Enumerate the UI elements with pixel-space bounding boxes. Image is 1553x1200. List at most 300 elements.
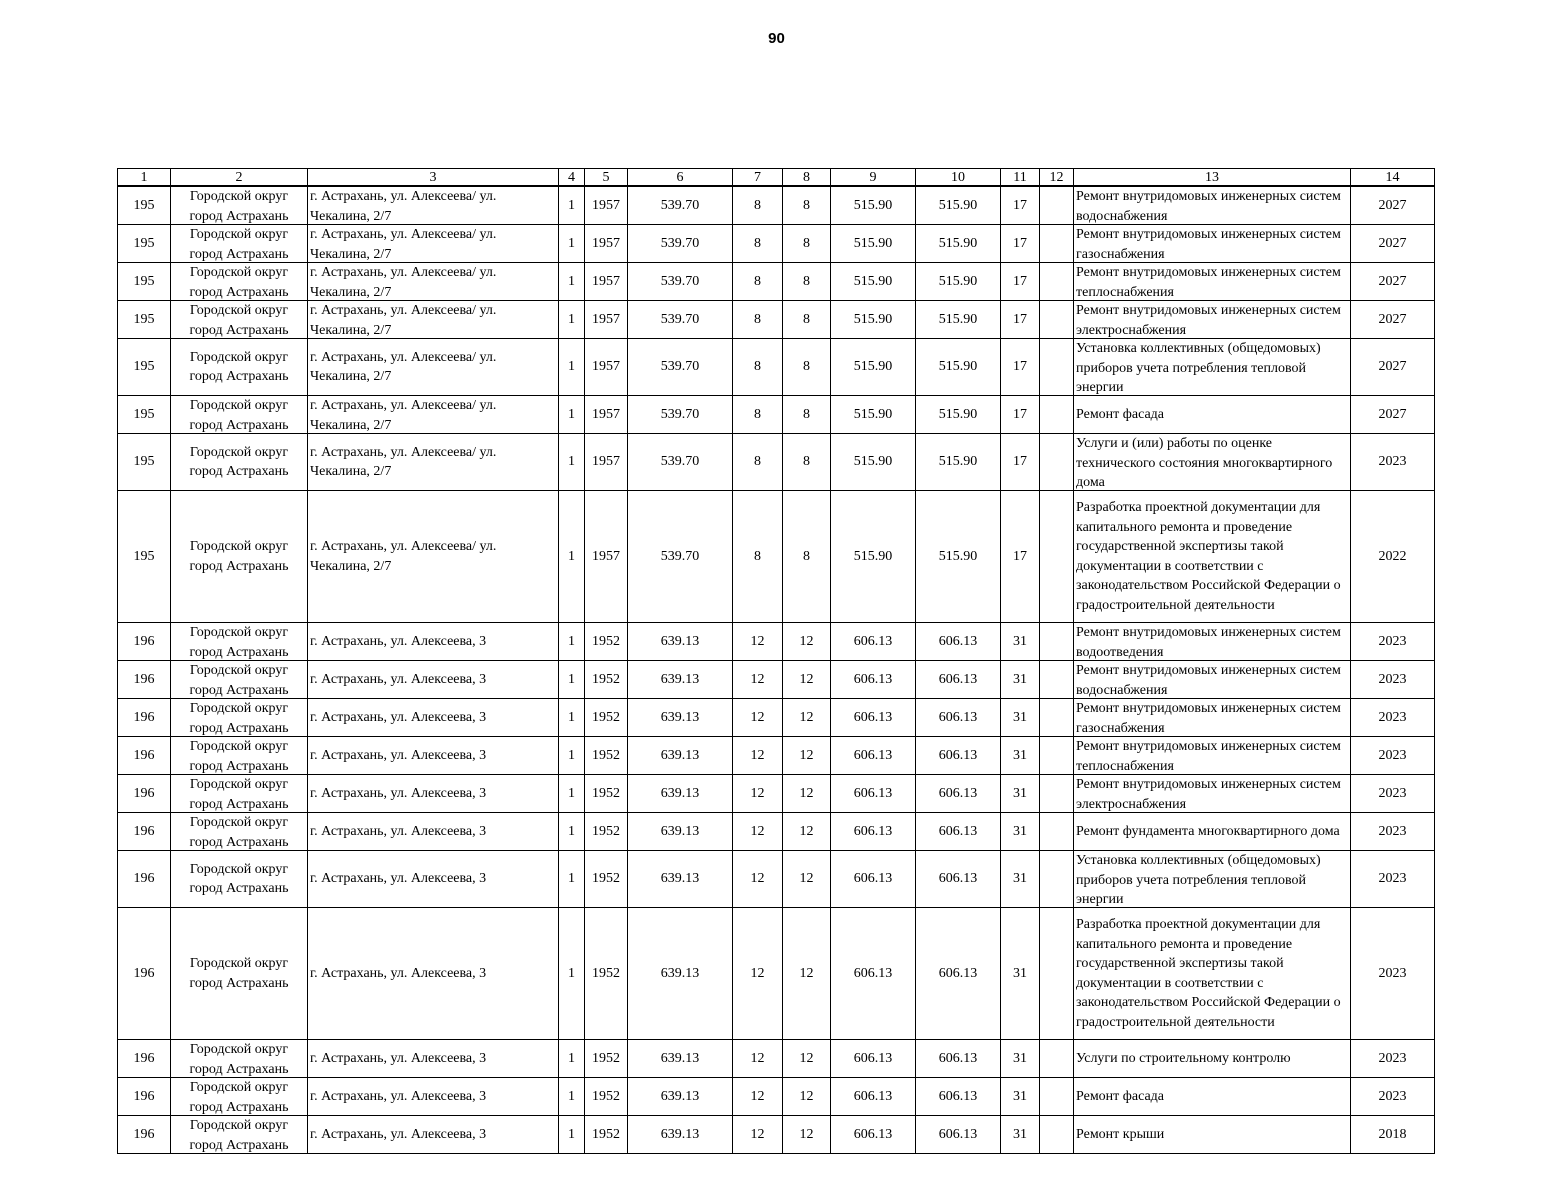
cell-col-4 [559,813,585,851]
cell-total-area-text: 639.13 [660,633,700,649]
cell-col-12 [1040,1116,1074,1154]
column-header: 13 [1074,169,1351,187]
table-row [118,661,1435,699]
cell-year-text: 1952 [592,823,620,839]
cell-address [308,186,559,225]
cell-col-7-text: 8 [754,548,761,564]
cell-area-a-text: 515.90 [853,454,893,470]
cell-municipality-text: Городской округ город Астрахань [189,956,289,991]
cell-municipality-text: Городской округ город Астрахань [189,303,289,338]
cell-planned-year [1351,737,1435,775]
table-body [118,186,1435,1154]
cell-area-a-text: 606.13 [853,709,893,725]
cell-year-text: 1952 [592,1126,620,1142]
table-row [118,813,1435,851]
cell-col-11 [1001,737,1040,775]
cell-col-12 [1040,1040,1074,1078]
cell-address-text: г. Астрахань, ул. Алексеева/ ул. Чекалина, 2/7 [310,444,497,479]
cell-col-8-text: 12 [799,1126,814,1142]
table-row [118,491,1435,623]
cell-col-12 [1040,1078,1074,1116]
cell-planned-year-text: 2023 [1378,633,1407,649]
cell-address [308,1078,559,1116]
cell-municipality [171,699,308,737]
cell-year [585,434,628,491]
cell-col-7-text: 8 [754,197,761,213]
cell-municipality [171,851,308,908]
cell-area-b [916,396,1001,434]
cell-area-a [831,908,916,1040]
cell-work-type-text: Ремонт внутридомовых инженерных систем газоснабжения [1076,227,1341,262]
cell-col-11-text: 31 [1013,823,1027,839]
cell-col-4-text: 1 [568,359,575,375]
cell-col-11 [1001,396,1040,434]
cell-col-11-text: 31 [1013,1126,1027,1142]
cell-col-4-text: 1 [568,197,575,213]
cell-planned-year-text: 2027 [1378,406,1407,422]
table-row [118,908,1435,1040]
cell-col-4 [559,699,585,737]
cell-area-b-text: 606.13 [938,871,978,887]
cell-total-area-text: 639.13 [660,671,700,687]
cell-total-area-text: 539.70 [660,197,700,213]
cell-col-7 [733,851,783,908]
cell-area-b-text: 606.13 [938,671,978,687]
cell-col-12 [1040,186,1074,225]
cell-col-4 [559,186,585,225]
cell-total-area-text: 539.70 [660,548,700,564]
cell-col-7 [733,396,783,434]
cell-work-type-text: Ремонт внутридомовых инженерных систем газоснабжения [1076,701,1341,736]
cell-year-text: 1952 [592,747,620,763]
cell-col-4-text: 1 [568,1088,575,1104]
cell-area-a-text: 515.90 [853,235,893,251]
cell-total-area-text: 539.70 [660,454,700,470]
cell-col-7-text: 12 [750,823,765,839]
cell-total-area-text: 639.13 [660,1088,700,1104]
cell-col-4-text: 1 [568,633,575,649]
cell-col-4-text: 1 [568,273,575,289]
cell-planned-year [1351,1040,1435,1078]
cell-work-type [1074,339,1351,396]
cell-municipality [171,396,308,434]
cell-col-4-text: 1 [568,671,575,687]
table-row [118,775,1435,813]
cell-area-b-text: 515.90 [938,406,978,422]
cell-area-a-text: 515.90 [853,311,893,327]
table-row [118,225,1435,263]
cell-year-text: 1957 [592,273,620,289]
cell-total-area-text: 539.70 [660,311,700,327]
cell-col-7-text: 8 [754,359,761,375]
cell-col-11-text: 17 [1013,311,1027,327]
cell-col-11 [1001,775,1040,813]
cell-col-7-text: 8 [754,406,761,422]
cell-municipality-text: Городской округ город Астрахань [189,227,289,262]
cell-area-b [916,263,1001,301]
cell-col-11-text: 17 [1013,454,1027,470]
cell-area-b [916,1078,1001,1116]
cell-col-7 [733,1116,783,1154]
cell-col-12 [1040,225,1074,263]
cell-row-number-text: 196 [133,785,155,801]
cell-col-8-text: 8 [803,406,810,422]
cell-row-number [118,775,171,813]
cell-col-7 [733,813,783,851]
cell-year [585,737,628,775]
cell-municipality-text: Городской округ город Астрахань [189,539,289,574]
cell-planned-year [1351,396,1435,434]
cell-municipality [171,263,308,301]
cell-address-text: г. Астрахань, ул. Алексеева, 3 [310,1050,487,1066]
cell-row-number [118,301,171,339]
cell-row-number [118,186,171,225]
cell-address-text: г. Астрахань, ул. Алексеева/ ул. Чекалина, 2/7 [310,539,497,574]
cell-municipality-text: Городской округ город Астрахань [189,663,289,698]
cell-address-text: г. Астрахань, ул. Алексеева, 3 [310,709,487,725]
cell-year [585,491,628,623]
cell-address [308,339,559,396]
column-header: 12 [1040,169,1074,187]
cell-municipality-text: Городской округ город Астрахань [189,861,289,896]
cell-address [308,225,559,263]
cell-col-7 [733,339,783,396]
cell-col-8 [783,699,831,737]
cell-work-type [1074,699,1351,737]
cell-work-type [1074,491,1351,623]
cell-area-b-text: 515.90 [938,235,978,251]
cell-col-8 [783,396,831,434]
cell-area-b-text: 515.90 [938,359,978,375]
cell-row-number-text: 195 [133,548,155,564]
cell-municipality [171,1040,308,1078]
cell-col-4-text: 1 [568,747,575,763]
cell-area-b [916,225,1001,263]
cell-total-area [628,908,733,1040]
cell-planned-year-text: 2027 [1378,273,1407,289]
cell-col-4 [559,434,585,491]
cell-row-number [118,1040,171,1078]
cell-col-7-text: 12 [750,709,765,725]
cell-area-b-text: 606.13 [938,965,978,981]
table-row [118,186,1435,225]
cell-work-type [1074,851,1351,908]
cell-col-4 [559,908,585,1040]
cell-row-number [118,623,171,661]
cell-municipality-text: Городской округ город Астрахань [189,777,289,812]
cell-col-7-text: 8 [754,273,761,289]
cell-municipality [171,301,308,339]
cell-total-area-text: 539.70 [660,406,700,422]
cell-work-type [1074,186,1351,225]
cell-col-4-text: 1 [568,406,575,422]
cell-area-a [831,1116,916,1154]
cell-col-8-text: 12 [799,1050,814,1066]
cell-planned-year-text: 2023 [1378,671,1407,687]
cell-col-8-text: 12 [799,823,814,839]
cell-address-text: г. Астрахань, ул. Алексеева, 3 [310,1126,487,1142]
cell-area-b-text: 606.13 [938,1050,978,1066]
cell-col-11-text: 31 [1013,965,1027,981]
cell-col-11 [1001,186,1040,225]
cell-planned-year-text: 2027 [1378,359,1407,375]
cell-planned-year [1351,491,1435,623]
cell-municipality [171,225,308,263]
cell-year-text: 1952 [592,965,620,981]
cell-area-b [916,491,1001,623]
cell-total-area-text: 639.13 [660,965,700,981]
cell-total-area [628,263,733,301]
cell-address-text: г. Астрахань, ул. Алексеева/ ул. Чекалина, 2/7 [310,227,497,262]
cell-col-11 [1001,491,1040,623]
cell-address [308,623,559,661]
cell-year [585,1116,628,1154]
cell-area-b [916,301,1001,339]
cell-municipality-text: Городской округ город Астрахань [189,189,289,224]
cell-col-7 [733,661,783,699]
cell-col-12 [1040,339,1074,396]
cell-address-text: г. Астрахань, ул. Алексеева, 3 [310,871,487,887]
cell-row-number [118,263,171,301]
cell-col-4 [559,1116,585,1154]
cell-planned-year [1351,908,1435,1040]
cell-area-a-text: 515.90 [853,359,893,375]
cell-area-a [831,434,916,491]
cell-work-type-text: Разработка проектной документации для капитального ремонта и проведение государственной экспертизы такой документации в соответствии с законодательством Российской Федерации о градостроительной деятельности [1076,500,1341,613]
cell-planned-year-text: 2023 [1378,747,1407,763]
cell-row-number [118,737,171,775]
cell-row-number [118,225,171,263]
cell-total-area [628,699,733,737]
cell-col-4-text: 1 [568,454,575,470]
cell-area-a-text: 515.90 [853,406,893,422]
cell-col-11 [1001,1116,1040,1154]
cell-col-4-text: 1 [568,709,575,725]
cell-col-8 [783,1040,831,1078]
cell-row-number [118,699,171,737]
cell-col-7-text: 12 [750,1050,765,1066]
cell-col-4-text: 1 [568,235,575,251]
cell-planned-year-text: 2023 [1378,1050,1407,1066]
cell-col-4-text: 1 [568,823,575,839]
cell-municipality [171,661,308,699]
cell-address-text: г. Астрахань, ул. Алексеева, 3 [310,1088,487,1104]
cell-col-7 [733,186,783,225]
cell-area-a [831,623,916,661]
cell-work-type-text: Ремонт внутридомовых инженерных систем электроснабжения [1076,303,1341,338]
cell-planned-year-text: 2023 [1378,871,1407,887]
cell-work-type [1074,623,1351,661]
table-row [118,301,1435,339]
cell-col-7-text: 12 [750,1126,765,1142]
cell-col-8 [783,813,831,851]
cell-planned-year-text: 2023 [1378,785,1407,801]
cell-col-11 [1001,225,1040,263]
cell-year-text: 1952 [592,871,620,887]
cell-total-area [628,339,733,396]
cell-col-8-text: 12 [799,871,814,887]
cell-area-a-text: 606.13 [853,785,893,801]
table-row [118,851,1435,908]
cell-total-area-text: 639.13 [660,747,700,763]
cell-municipality [171,434,308,491]
cell-total-area-text: 639.13 [660,1126,700,1142]
cell-row-number-text: 195 [133,406,155,422]
cell-col-7-text: 12 [750,785,765,801]
cell-col-7-text: 12 [750,747,765,763]
cell-work-type-text: Ремонт фундамента многоквартирного дома [1076,823,1340,839]
cell-year [585,263,628,301]
cell-total-area-text: 639.13 [660,823,700,839]
cell-col-8 [783,263,831,301]
table-row [118,699,1435,737]
cell-col-12 [1040,623,1074,661]
cell-col-11-text: 31 [1013,785,1027,801]
cell-col-8-text: 12 [799,965,814,981]
cell-col-4-text: 1 [568,1050,575,1066]
cell-address [308,301,559,339]
cell-total-area [628,737,733,775]
cell-area-b-text: 606.13 [938,709,978,725]
cell-area-a [831,1040,916,1078]
cell-total-area [628,1116,733,1154]
cell-year [585,1078,628,1116]
cell-col-7-text: 8 [754,311,761,327]
cell-col-8-text: 8 [803,454,810,470]
cell-col-11-text: 31 [1013,871,1027,887]
cell-work-type-text: Ремонт внутридомовых инженерных систем теплоснабжения [1076,739,1341,774]
cell-planned-year [1351,699,1435,737]
cell-address-text: г. Астрахань, ул. Алексеева, 3 [310,823,487,839]
cell-col-8 [783,908,831,1040]
cell-area-a-text: 606.13 [853,1126,893,1142]
cell-area-b [916,661,1001,699]
cell-row-number-text: 196 [133,871,155,887]
column-header: 8 [783,169,831,187]
cell-col-8 [783,1078,831,1116]
cell-year-text: 1952 [592,671,620,687]
cell-col-11-text: 31 [1013,633,1027,649]
cell-col-11 [1001,851,1040,908]
page-number: 90 [768,30,785,47]
cell-col-8 [783,737,831,775]
cell-work-type-text: Ремонт внутридомовых инженерных систем электроснабжения [1076,777,1341,812]
cell-year [585,908,628,1040]
cell-col-4 [559,396,585,434]
cell-area-b-text: 606.13 [938,785,978,801]
cell-year-text: 1952 [592,633,620,649]
cell-area-a [831,263,916,301]
cell-planned-year [1351,661,1435,699]
cell-col-12 [1040,775,1074,813]
cell-area-b [916,1040,1001,1078]
cell-address-text: г. Астрахань, ул. Алексеева/ ул. Чекалина, 2/7 [310,349,497,384]
cell-municipality-text: Городской округ город Астрахань [189,265,289,300]
cell-total-area-text: 539.70 [660,273,700,289]
cell-row-number-text: 195 [133,359,155,375]
cell-area-a [831,491,916,623]
cell-work-type [1074,737,1351,775]
cell-municipality [171,908,308,1040]
cell-col-11 [1001,699,1040,737]
cell-col-11 [1001,434,1040,491]
cell-year-text: 1957 [592,454,620,470]
cell-planned-year-text: 2023 [1378,1088,1407,1104]
cell-address [308,737,559,775]
cell-work-type-text: Ремонт внутридомовых инженерных систем водоотведения [1076,625,1341,660]
cell-planned-year [1351,339,1435,396]
cell-planned-year-text: 2023 [1378,709,1407,725]
cell-municipality-text: Городской округ город Астрахань [189,1118,289,1153]
cell-year-text: 1957 [592,406,620,422]
cell-col-4 [559,623,585,661]
cell-col-12 [1040,661,1074,699]
column-header: 10 [916,169,1001,187]
cell-col-11 [1001,1078,1040,1116]
cell-total-area [628,851,733,908]
cell-area-b [916,813,1001,851]
cell-col-12 [1040,434,1074,491]
cell-planned-year [1351,813,1435,851]
cell-total-area [628,775,733,813]
cell-year-text: 1952 [592,1050,620,1066]
column-header: 7 [733,169,783,187]
cell-col-8 [783,1116,831,1154]
cell-area-a [831,699,916,737]
table-row [118,737,1435,775]
cell-work-type [1074,1040,1351,1078]
cell-total-area [628,661,733,699]
cell-col-8-text: 12 [799,671,814,687]
cell-area-b-text: 606.13 [938,1088,978,1104]
cell-col-4 [559,661,585,699]
cell-row-number-text: 195 [133,454,155,470]
cell-row-number-text: 196 [133,1050,155,1066]
cell-col-7-text: 8 [754,235,761,251]
cell-area-a-text: 606.13 [853,671,893,687]
cell-work-type [1074,661,1351,699]
cell-year-text: 1957 [592,548,620,564]
cell-work-type-text: Услуги и (или) работы по оценке технического состояния многоквартирного дома [1076,436,1333,490]
cell-work-type [1074,775,1351,813]
cell-total-area [628,225,733,263]
cell-address-text: г. Астрахань, ул. Алексеева, 3 [310,965,487,981]
cell-col-7 [733,225,783,263]
cell-col-11 [1001,301,1040,339]
cell-area-b [916,623,1001,661]
cell-municipality [171,186,308,225]
cell-area-a-text: 606.13 [853,747,893,763]
cell-col-7-text: 12 [750,671,765,687]
cell-area-a [831,737,916,775]
cell-row-number-text: 196 [133,1126,155,1142]
cell-municipality [171,1078,308,1116]
cell-address [308,813,559,851]
cell-row-number-text: 196 [133,709,155,725]
cell-municipality [171,813,308,851]
cell-municipality [171,1116,308,1154]
cell-col-4 [559,737,585,775]
cell-col-7-text: 8 [754,454,761,470]
cell-col-7-text: 12 [750,1088,765,1104]
cell-work-type-text: Ремонт внутридомовых инженерных систем водоснабжения [1076,189,1341,224]
cell-address [308,1040,559,1078]
cell-total-area [628,491,733,623]
cell-address [308,908,559,1040]
cell-total-area-text: 639.13 [660,871,700,887]
cell-col-8-text: 8 [803,548,810,564]
cell-work-type [1074,813,1351,851]
